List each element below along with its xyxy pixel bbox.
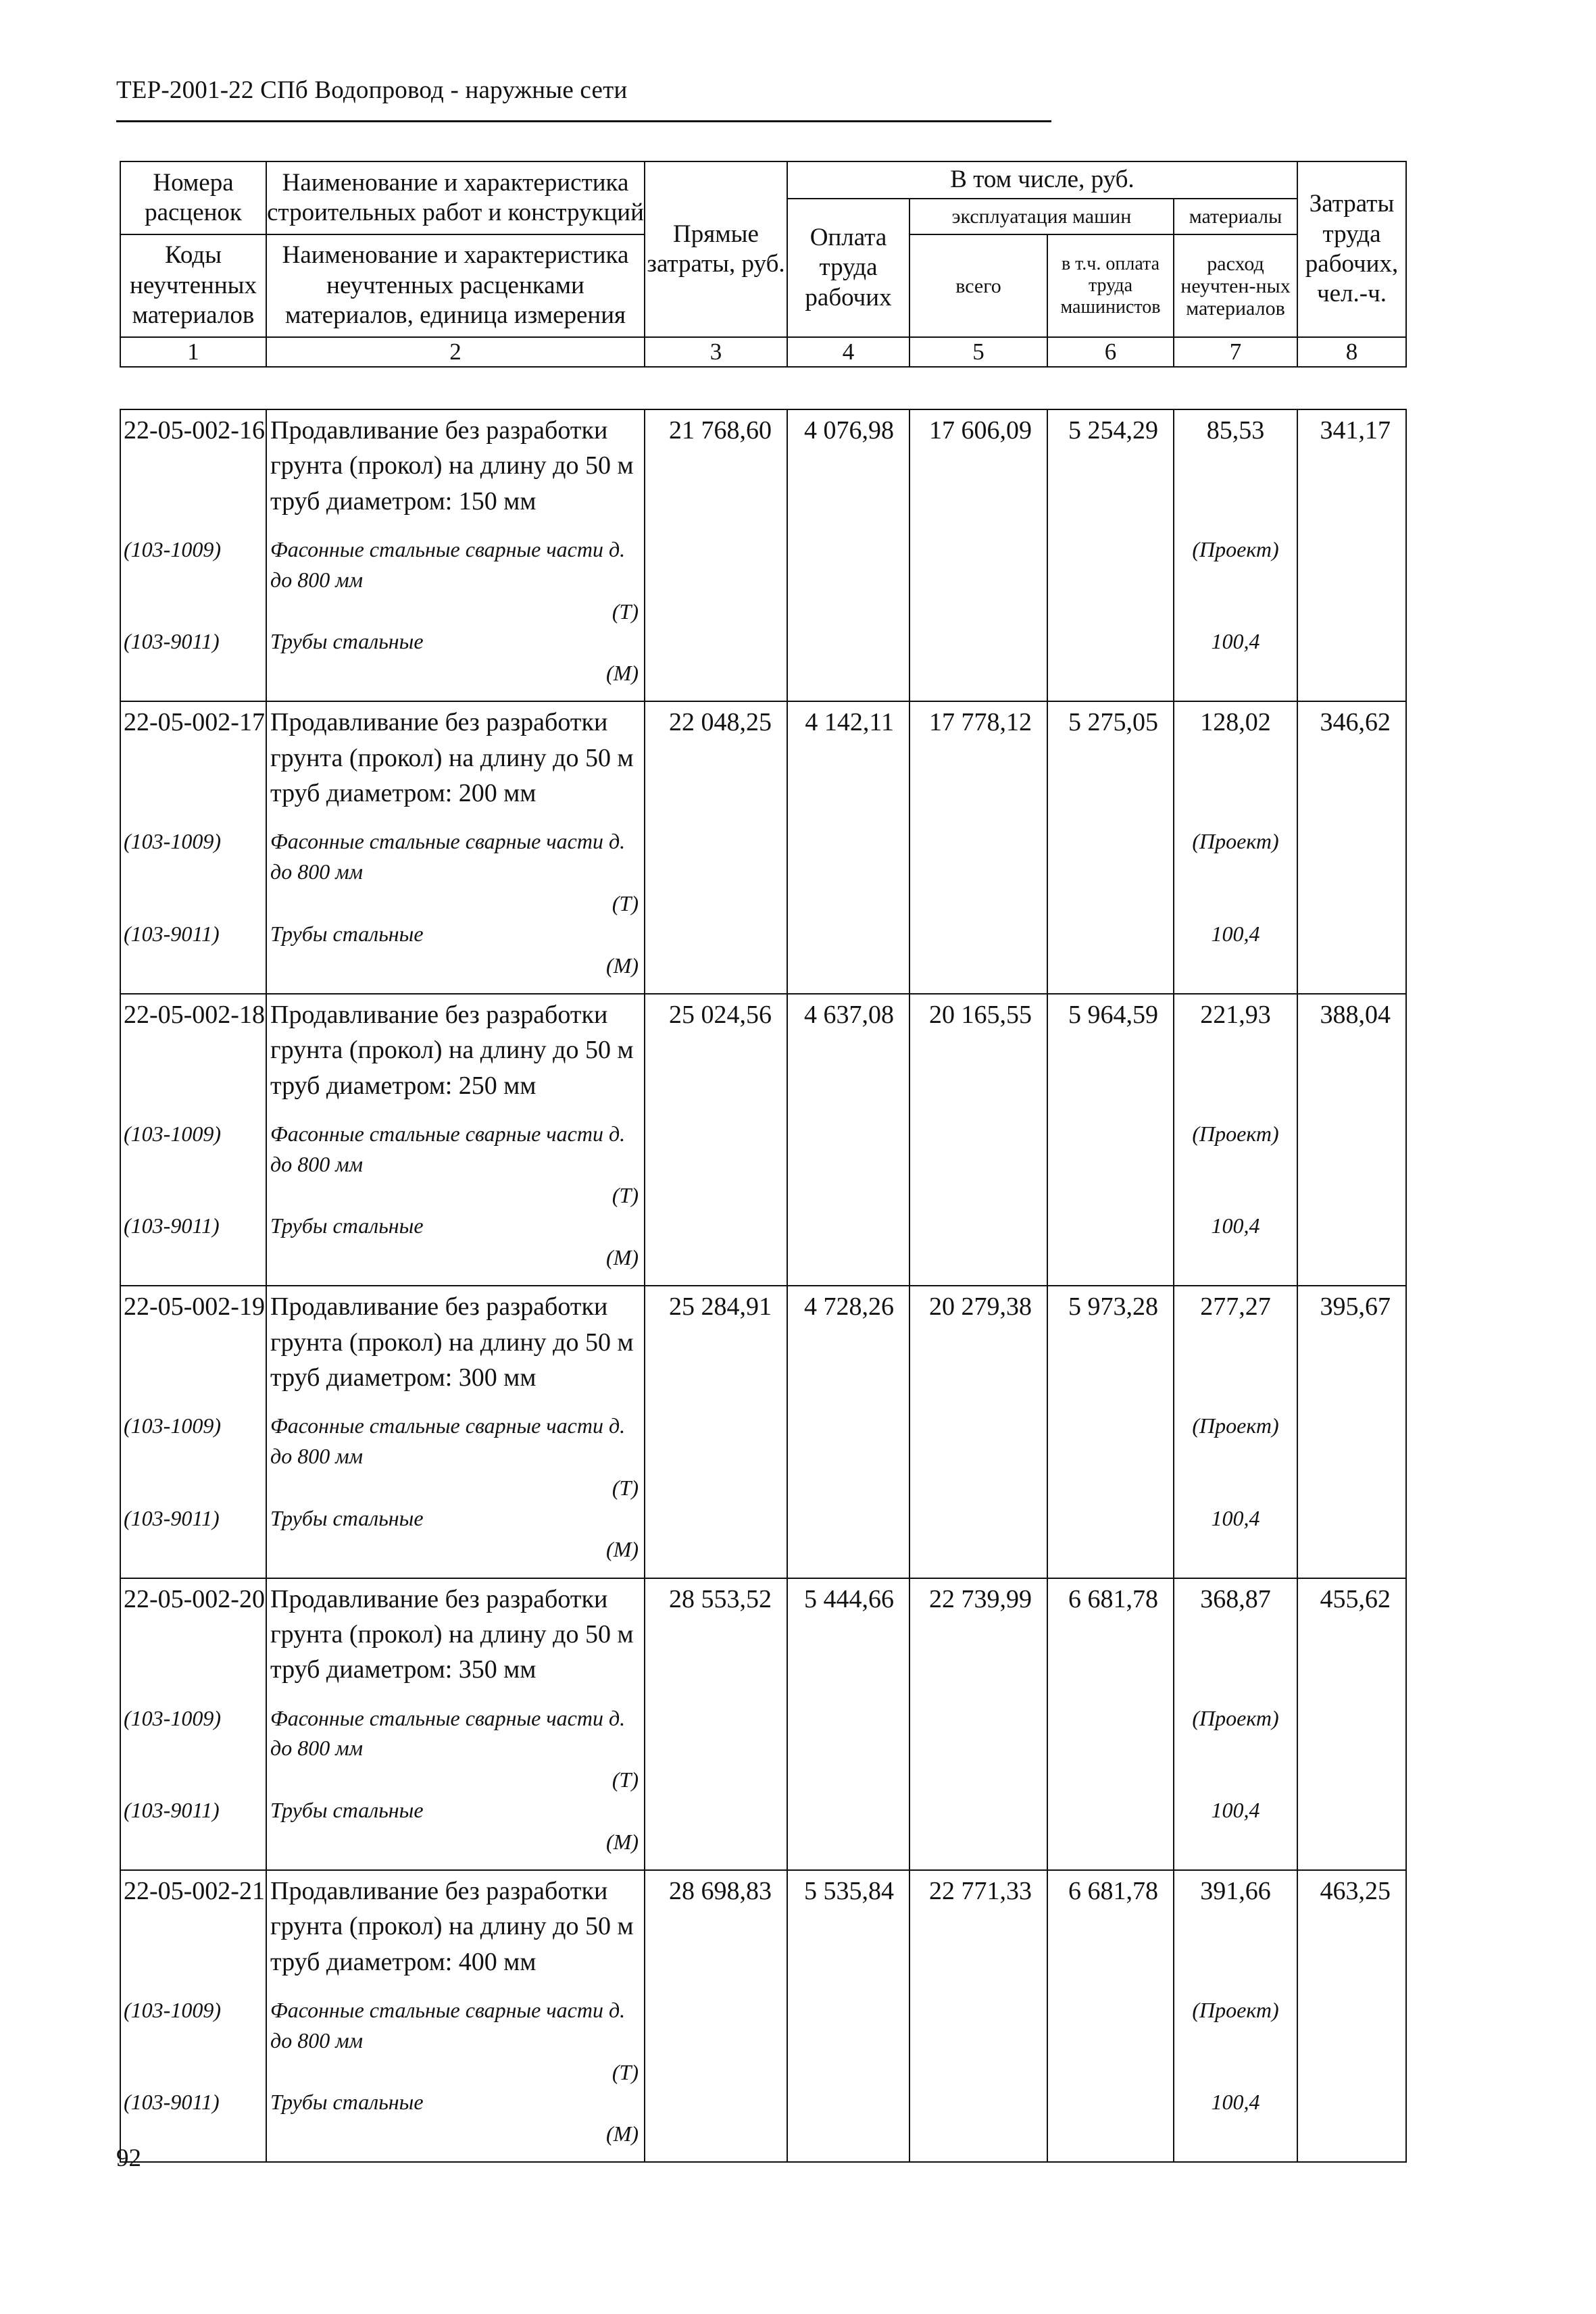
material-row xyxy=(120,626,1406,701)
material-unit-tag: (Т) xyxy=(612,1475,639,1500)
col-number-4: 4 xyxy=(787,337,909,367)
material-row xyxy=(120,1503,1406,1578)
header-worker-pay: Оплата труда рабочих xyxy=(787,199,909,337)
header-rule xyxy=(116,120,1051,122)
material-row xyxy=(120,2087,1406,2162)
rate-code: 22-05-002-17 xyxy=(120,701,266,826)
empty-cell xyxy=(1047,2087,1174,2162)
empty-cell xyxy=(645,1119,787,1211)
operator-pay: 5 254,29 xyxy=(1047,409,1174,534)
material-code: (103-9011) xyxy=(120,1503,266,1578)
col-number-7: 7 xyxy=(1174,337,1297,367)
machines-total: 20 279,38 xyxy=(909,1286,1047,1411)
material-row xyxy=(120,1411,1406,1503)
empty-cell xyxy=(787,1211,909,1286)
material-name-text: Трубы стальные xyxy=(270,1505,424,1530)
material-name-text: Трубы стальные xyxy=(270,2090,424,2115)
empty-cell xyxy=(1297,919,1406,994)
direct-costs: 28 553,52 xyxy=(645,1578,787,1703)
direct-costs: 25 284,91 xyxy=(645,1286,787,1411)
material-code: (103-1009) xyxy=(120,826,266,918)
empty-cell xyxy=(909,1995,1047,2087)
direct-costs: 22 048,25 xyxy=(645,701,787,826)
operator-pay: 6 681,78 xyxy=(1047,1578,1174,1703)
material-value: (Проект) xyxy=(1174,1119,1297,1211)
material-name-text: Фасонные стальные сварные части д. до 800 мм xyxy=(270,1413,626,1468)
material-unit-tag: (М) xyxy=(606,1537,639,1562)
materials-cost: 391,66 xyxy=(1174,1870,1297,1995)
header-labor-hours: Затраты труда рабочих, чел.-ч. xyxy=(1297,161,1406,337)
labor-hours: 388,04 xyxy=(1297,994,1406,1119)
materials-cost: 128,02 xyxy=(1174,701,1297,826)
material-code: (103-9011) xyxy=(120,626,266,701)
table-row xyxy=(120,1578,1406,1703)
material-code: (103-9011) xyxy=(120,2087,266,2162)
empty-cell xyxy=(787,1411,909,1503)
materials-cost: 368,87 xyxy=(1174,1578,1297,1703)
empty-cell xyxy=(787,1795,909,1870)
empty-cell xyxy=(1297,534,1406,626)
material-unit-tag: (Т) xyxy=(612,890,639,915)
material-name xyxy=(266,1503,645,1578)
header-unaccounted-materials: расход неучтен-ных материалов xyxy=(1174,234,1297,337)
empty-cell xyxy=(909,1503,1047,1578)
empty-cell xyxy=(787,1995,909,2087)
empty-cell xyxy=(1297,1995,1406,2087)
empty-cell xyxy=(1297,1703,1406,1795)
empty-cell xyxy=(645,1703,787,1795)
empty-cell xyxy=(1047,626,1174,701)
materials-cost: 85,53 xyxy=(1174,409,1297,534)
empty-cell xyxy=(1047,1211,1174,1286)
empty-cell xyxy=(645,1995,787,2087)
direct-costs: 25 024,56 xyxy=(645,994,787,1119)
empty-cell xyxy=(787,534,909,626)
rate-name: Продавливание без разработки грунта (прокол) на длину до 50 м труб диаметром: 400 мм xyxy=(266,1870,645,1995)
labor-hours: 341,17 xyxy=(1297,409,1406,534)
material-name-text: Трубы стальные xyxy=(270,1213,424,1238)
running-header: ТЕР-2001-22 СПб Водопровод - наружные сети xyxy=(116,76,628,104)
material-name xyxy=(266,919,645,994)
material-value: 100,4 xyxy=(1174,1503,1297,1578)
material-name xyxy=(266,534,645,626)
material-name xyxy=(266,1119,645,1211)
table-row xyxy=(120,994,1406,1119)
material-name-text: Трубы стальные xyxy=(270,1797,424,1822)
material-name xyxy=(266,1703,645,1795)
rate-name: Продавливание без разработки грунта (прокол) на длину до 50 м труб диаметром: 200 мм xyxy=(266,701,645,826)
material-name-text: Трубы стальные xyxy=(270,629,424,654)
empty-cell xyxy=(645,534,787,626)
material-value: 100,4 xyxy=(1174,2087,1297,2162)
direct-costs: 21 768,60 xyxy=(645,409,787,534)
header-machines-total: всего xyxy=(909,234,1047,337)
material-row xyxy=(120,1703,1406,1795)
operator-pay: 5 275,05 xyxy=(1047,701,1174,826)
rate-name: Продавливание без разработки грунта (прокол) на длину до 50 м труб диаметром: 250 мм xyxy=(266,994,645,1119)
header-work-name: Наименование и характеристика строительных работ и конструкций xyxy=(266,161,645,234)
empty-cell xyxy=(645,826,787,918)
material-row xyxy=(120,1211,1406,1286)
material-name xyxy=(266,2087,645,2162)
material-row xyxy=(120,826,1406,918)
empty-cell xyxy=(909,626,1047,701)
material-code: (103-9011) xyxy=(120,919,266,994)
material-code: (103-1009) xyxy=(120,1119,266,1211)
rate-code: 22-05-002-16 xyxy=(120,409,266,534)
rate-code: 22-05-002-18 xyxy=(120,994,266,1119)
material-row xyxy=(120,1119,1406,1211)
machines-total: 20 165,55 xyxy=(909,994,1047,1119)
machines-total: 17 606,09 xyxy=(909,409,1047,534)
empty-cell xyxy=(909,826,1047,918)
material-unit-tag: (Т) xyxy=(612,1183,639,1208)
rate-name: Продавливание без разработки грунта (прокол) на длину до 50 м труб диаметром: 300 мм xyxy=(266,1286,645,1411)
material-value: 100,4 xyxy=(1174,1211,1297,1286)
empty-cell xyxy=(1047,1795,1174,1870)
col-number-8: 8 xyxy=(1297,337,1406,367)
empty-cell xyxy=(645,919,787,994)
page-number: 92 xyxy=(116,2144,141,2172)
rate-code: 22-05-002-20 xyxy=(120,1578,266,1703)
material-value: 100,4 xyxy=(1174,1795,1297,1870)
material-row xyxy=(120,1995,1406,2087)
operator-pay: 6 681,78 xyxy=(1047,1870,1174,1995)
operator-pay: 5 964,59 xyxy=(1047,994,1174,1119)
labor-hours: 463,25 xyxy=(1297,1870,1406,1995)
empty-cell xyxy=(645,1411,787,1503)
header-rate-numbers: Номера расценок xyxy=(120,161,266,234)
worker-pay: 4 637,08 xyxy=(787,994,909,1119)
empty-cell xyxy=(1047,1503,1174,1578)
empty-cell xyxy=(909,534,1047,626)
empty-cell xyxy=(787,2087,909,2162)
worker-pay: 4 142,11 xyxy=(787,701,909,826)
table-header xyxy=(120,161,1407,368)
empty-cell xyxy=(909,2087,1047,2162)
material-unit-tag: (М) xyxy=(606,1829,639,1854)
rate-code: 22-05-002-19 xyxy=(120,1286,266,1411)
operator-pay: 5 973,28 xyxy=(1047,1286,1174,1411)
empty-cell xyxy=(909,1795,1047,1870)
empty-cell xyxy=(909,1119,1047,1211)
header-direct-costs: Прямые затраты, руб. xyxy=(645,161,787,337)
material-name-text: Фасонные стальные сварные части д. до 800 мм xyxy=(270,537,626,592)
material-name xyxy=(266,1211,645,1286)
material-row xyxy=(120,919,1406,994)
empty-cell xyxy=(909,1703,1047,1795)
empty-cell xyxy=(909,1211,1047,1286)
empty-cell xyxy=(1297,1795,1406,1870)
table-row xyxy=(120,701,1406,826)
material-code: (103-1009) xyxy=(120,1411,266,1503)
empty-cell xyxy=(1047,1995,1174,2087)
empty-cell xyxy=(1047,1411,1174,1503)
empty-cell xyxy=(1047,534,1174,626)
material-value: (Проект) xyxy=(1174,534,1297,626)
material-unit-tag: (М) xyxy=(606,953,639,978)
empty-cell xyxy=(645,1211,787,1286)
material-name xyxy=(266,826,645,918)
material-value: 100,4 xyxy=(1174,919,1297,994)
material-unit-tag: (Т) xyxy=(612,1767,639,1792)
materials-cost: 277,27 xyxy=(1174,1286,1297,1411)
header-material-names: Наименование и характеристика неучтенных расценками материалов, единица измерения xyxy=(266,234,645,337)
direct-costs: 28 698,83 xyxy=(645,1870,787,1995)
material-code: (103-1009) xyxy=(120,1703,266,1795)
worker-pay: 4 076,98 xyxy=(787,409,909,534)
machines-total: 22 739,99 xyxy=(909,1578,1047,1703)
col-number-5: 5 xyxy=(909,337,1047,367)
material-code: (103-1009) xyxy=(120,534,266,626)
empty-cell xyxy=(787,826,909,918)
material-value: (Проект) xyxy=(1174,826,1297,918)
empty-cell xyxy=(1047,1119,1174,1211)
labor-hours: 346,62 xyxy=(1297,701,1406,826)
header-machines: эксплуатация машин xyxy=(909,199,1174,234)
rate-code: 22-05-002-21 xyxy=(120,1870,266,1995)
labor-hours: 455,62 xyxy=(1297,1578,1406,1703)
empty-cell xyxy=(1297,626,1406,701)
empty-cell xyxy=(1297,1211,1406,1286)
worker-pay: 5 444,66 xyxy=(787,1578,909,1703)
col-number-3: 3 xyxy=(645,337,787,367)
empty-cell xyxy=(1047,919,1174,994)
table-row xyxy=(120,1870,1406,1995)
material-name xyxy=(266,1411,645,1503)
rates-table-body xyxy=(120,409,1406,2162)
material-name xyxy=(266,626,645,701)
col-number-2: 2 xyxy=(266,337,645,367)
worker-pay: 4 728,26 xyxy=(787,1286,909,1411)
material-name-text: Фасонные стальные сварные части д. до 800 мм xyxy=(270,1705,626,1761)
empty-cell xyxy=(1297,1411,1406,1503)
empty-cell xyxy=(645,1795,787,1870)
header-operator-pay: в т.ч. оплата труда машинистов xyxy=(1047,234,1174,337)
machines-total: 22 771,33 xyxy=(909,1870,1047,1995)
material-name-text: Трубы стальные xyxy=(270,921,424,946)
empty-cell xyxy=(1297,2087,1406,2162)
empty-cell xyxy=(1297,826,1406,918)
empty-cell xyxy=(787,1703,909,1795)
material-value: (Проект) xyxy=(1174,1703,1297,1795)
empty-cell xyxy=(645,2087,787,2162)
material-value: (Проект) xyxy=(1174,1411,1297,1503)
empty-cell xyxy=(909,1411,1047,1503)
rates-table xyxy=(120,409,1407,2163)
material-name-text: Фасонные стальные сварные части д. до 800 мм xyxy=(270,1121,626,1176)
empty-cell xyxy=(787,919,909,994)
empty-cell xyxy=(787,626,909,701)
empty-cell xyxy=(1297,1503,1406,1578)
material-name-text: Фасонные стальные сварные части д. до 800 мм xyxy=(270,829,626,884)
empty-cell xyxy=(1047,1703,1174,1795)
col-number-6: 6 xyxy=(1047,337,1174,367)
material-unit-tag: (Т) xyxy=(612,2059,639,2084)
rate-name: Продавливание без разработки грунта (прокол) на длину до 50 м труб диаметром: 150 мм xyxy=(266,409,645,534)
header-material-codes: Коды неучтенных материалов xyxy=(120,234,266,337)
material-unit-tag: (М) xyxy=(606,661,639,686)
materials-cost: 221,93 xyxy=(1174,994,1297,1119)
worker-pay: 5 535,84 xyxy=(787,1870,909,1995)
empty-cell xyxy=(645,1503,787,1578)
material-name-text: Фасонные стальные сварные части д. до 800 мм xyxy=(270,1997,626,2053)
material-row xyxy=(120,534,1406,626)
table-row xyxy=(120,409,1406,534)
machines-total: 17 778,12 xyxy=(909,701,1047,826)
material-code: (103-9011) xyxy=(120,1795,266,1870)
header-including: В том числе, руб. xyxy=(787,161,1297,199)
material-unit-tag: (Т) xyxy=(612,599,639,624)
material-value: 100,4 xyxy=(1174,626,1297,701)
material-code: (103-9011) xyxy=(120,1211,266,1286)
table-row xyxy=(120,1286,1406,1411)
labor-hours: 395,67 xyxy=(1297,1286,1406,1411)
material-unit-tag: (М) xyxy=(606,2121,639,2146)
empty-cell xyxy=(909,919,1047,994)
material-unit-tag: (М) xyxy=(606,1244,639,1269)
empty-cell xyxy=(787,1503,909,1578)
col-number-1: 1 xyxy=(120,337,266,367)
material-code: (103-1009) xyxy=(120,1995,266,2087)
empty-cell xyxy=(1297,1119,1406,1211)
empty-cell xyxy=(645,626,787,701)
empty-cell xyxy=(787,1119,909,1211)
material-name xyxy=(266,1795,645,1870)
material-name xyxy=(266,1995,645,2087)
empty-cell xyxy=(1047,826,1174,918)
material-value: (Проект) xyxy=(1174,1995,1297,2087)
material-row xyxy=(120,1795,1406,1870)
header-materials: материалы xyxy=(1174,199,1297,234)
rate-name: Продавливание без разработки грунта (прокол) на длину до 50 м труб диаметром: 350 мм xyxy=(266,1578,645,1703)
